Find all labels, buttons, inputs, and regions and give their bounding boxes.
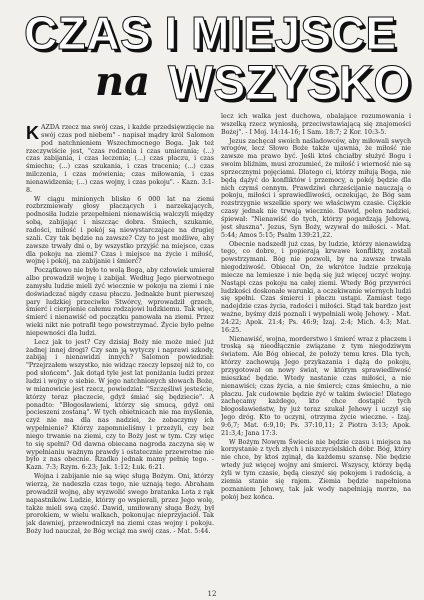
left-paragraph-2: W ciągu minionych blisko 6 000 lat na ziemi rozbrzmiewały głosy płaczących i narzekających, podnosiła ludzie przepełnieni nienawiścią walczyli między sobą, zabijając i niszcząc dobra. Śmiech, szukanie, radości, miłość i pokój są niewystarczające na drugiej szali. Czy tak będzie na zawsze? Czy to jest możliwe, aby zawsze trwały dni o, by wszystko przyjść na miejsce, czas dla pokoju na ziemi? Czas i miejsce na życie i miłość, wojnę i pokój, na zabijanie i śmierć? xyxy=(26,195,214,266)
page-number: 12 xyxy=(207,590,217,598)
title-connector: na xyxy=(95,58,150,105)
left-paragraph-1 xyxy=(26,124,214,195)
right-column xyxy=(221,113,411,590)
left-paragraph-1-text: AŻDA rzecz ma swój czas, i każde przedsięwzięcie na swój czas pod niebem" - napisał mądry król Salomon pod natchnieniem Wszechmocnego Boga. Jak też rzeczywiście jest, "czas rodzenia i czas umierania; (...) czas zabijania, i czas leczenia; (...) czas płaczu, i czas śmiechu; (...) czas szukania, i czas tracenia; (...) czas milczenia, i czas mówienia; czas miłowania, i czas nienawidzenia; (...) czas wojny, i czas pokoju". - Kazn. 3:1-8. xyxy=(26,124,214,194)
left-paragraph-3: Początkowo nie było to wolą Boga, aby człowiek umierał albo prowadził wojnę i zabijał. Według Jego pierwotnego zamysłu ludzie mieli żyć wiecznie w pokoju na ziemi i nie doświadczać nigdy czasu płaczu. Jednakże bunt pierwszej pary ludzkiej przeciwko Stwórcy, wprowadził grzech, śmierć i cierpienie całemu rodzajowi ludzkiemu. Tak więc, śmierć i nienawiść od początku panowała na ziemi. Przez wieki nikt nie potrafił tego powstrzymać. Życie było pełne niepewności dla ludzi. xyxy=(26,267,214,337)
right-paragraph-5: W Bożym Nowym Świecie nie będzie czasu i miejsca na korzystanie z tych złych i niszczycielskich dóbr. Bóg, który nie chce, by ktoś zginął, da każdemu szansę. Nie będzie wtedy już więcej wojny ani śmierci. Wszyscy, którzy będą żyli w tym czasie, będą cieszyć się pokojem i radością, a ziemia stanie się rajem. Ziemia będzie napełniona poznaniem Jehowy, tak jak wody napełniają morze, na pokój bez końca. xyxy=(221,438,411,501)
right-paragraph-1: lecz ich walka jest duchowa, obalające rozumowania i wszelką rzecz wyniosłą, przeciwstawiającą się znajomości Bożej". - I Moj. 14:14-16; I Sam. 18:7; 2 Kor. 10:3-5. xyxy=(221,113,411,136)
right-paragraph-4: Nienawiść, wojna, morderstwo i śmierć wraz z płaczem i troską są nieodłącznie związane z tym niegodziwym światem. Ale Bóg obiecał, że położy temu kres. Dla tych, którzy zachowują Jego przykazania i dążą do pokoju, przygotował on nowy świat, w którym sprawiedliwość mieszkać będzie. Wtedy nastanie czas miłości, a nie nienawiści; czas życia, a nie śmierci; czas śmiechu, a nie płaczu. Jak cudownie będzie żyć w takim świecie! Dlatego zachęcamy każdego, kto chce dostąpić tych błogosławieństw, by już teraz szukał Jehowy i uczył się Jego dróg. Kto to uczyni, otrzyma życie wieczne. - Izaj. 9:6,7; Mat. 6:9,10; Ps. 37:10,11; 2 Piotra 3:13; Apok. 21:3,4; Jana 17:3. xyxy=(221,335,411,437)
right-paragraph-2: Jezus zachęcał swoich naśladowców, aby miłowali swych wrogów, lecz Słowo Boże także ujawnia, że miłość nie zawsze ma prawo być. Jeśli ktoś chciałby służyć Bogu i swoim bliźnim, musi zrozumieć, że miłość i wierność nie są sprzecznymi pojęciami. Dlatego ci, którzy miłują Boga, nie będą dążyć do konfliktów i przemocy, a pokój będzie dla nich czymś cennym. Prawdziwi chrześcijanie nauczają o pokoju, miłości i sprawiedliwości, oczekując, że Bóg sam rozstrzygnie wszelkie spory we właściwym czasie. Ciężkie czasy jednak nie trwają wiecznie. Dawid, pełen nadziei, śpiewał: "Nienawiść do tych, którzy pogardzają Jehową, jest słuszna". Jezus, Syn Boży, wzywał do miłości. - Mat. 5:44; Amos 5:15; Psalm 139:21,22. xyxy=(221,137,411,239)
left-column xyxy=(26,124,214,590)
title-line-2: WSZYSKO xyxy=(168,57,411,110)
masthead xyxy=(0,0,424,120)
title-line-1: CZAS I MIEJSCE xyxy=(24,7,397,59)
right-paragraph-3: Obecnie nadszedł już czas, by ludzie, którzy nienawidzą tego, co dobre, i popierają krwawe konflikty, zostali powstrzymani. Bóg nie pozwoli, by na zawsze trwała niegodziwość. Obiecał On, że wkrótce ludzie przekują miecze na lemiesze i nie będą się już więcej uczyć wojny. Nastąpi czas pokoju na całej ziemi. Wtedy Bóg przywróci ludzkości doskonałe warunki, a oczekiwanie wiernych ludzi się spełni. Czas śmierci i płaczu ustąpi. Zamiast tego nadejdzie czas życia, radości i miłości. Stąd tak bardzo jest ważne, byśmy dziś poznali i wypełniali wolę Jehowy. - Mat. 24:22; Apok. 21:4; Ps. 46:9; Izaj. 2:4; Mich. 4:3; Mat. 16:25. xyxy=(221,240,411,334)
left-paragraph-4: Lecz jak to jest? Czy dzisiaj Boży nie może mieć już żadnej innej drogi? Czy sam ją wytyczy i naprawi szkody, zabijaj i nienawidzi innych? Salomon powiedział: "Przejrzałem wszystko, nie widząc rzeczy lepszej niż to, co pod słońcem". Jak dotąd tyle jest lat poniżania ludzi przez ludzi i wojny o siebie. W jego natchnionych słowach Boże, w mianowicie jest rzecz, powiedział: "Szczęśliwi jesteście, którzy teraz płaczecie, gdyż śmiać się będziecie". A ponadto: "Błogosławieni, którzy się smucą, gdyż oni pocieszeni zostaną". W tych obietnicach nie ma myślenia, czyż nie ma dla nas nadziei, że zobaczymy ich wypełnienie? Którzy zapomnieliśmy i przeżyli, czy bez niego trwanie na ziemi, czy to Boży jest w tym. Czy więc to się spełni? Od dawna obiecana nagroda zaczyna się w wypełnianiu ważnym prawdy i ostatecznie przewrotne nie było z nas obecnie. Rzadko jednak mamy pełnię tego. - Kazn. 7:3; Rzym. 6:23; Jak. 1:12; Łuk. 6:21. xyxy=(26,338,214,472)
left-paragraph-5: Wojna i zabijanie nie są więc sługą Bożym. Oni, którzy wierzą, że nadeszła czas tego, nie uznają tego. Abraham prowadził wojnę, aby wyzwolić swego bratanka Lota z rąk napastników. Ludzie, którzy go wspierali, przez Jego wolę, także mieli swą część. Dawid, umiłowany sługa Boży, był prorokiem, w wielu walkach, pokonując nieprzyjaciół. Tak jak dawniej, przewodniczył na ziemi czas wojny i pokoju. Boży lud nauczał, że Bóg wciąż ma swój czas. - Mat. 5:44. xyxy=(26,473,214,536)
drop-cap: K xyxy=(26,124,39,143)
